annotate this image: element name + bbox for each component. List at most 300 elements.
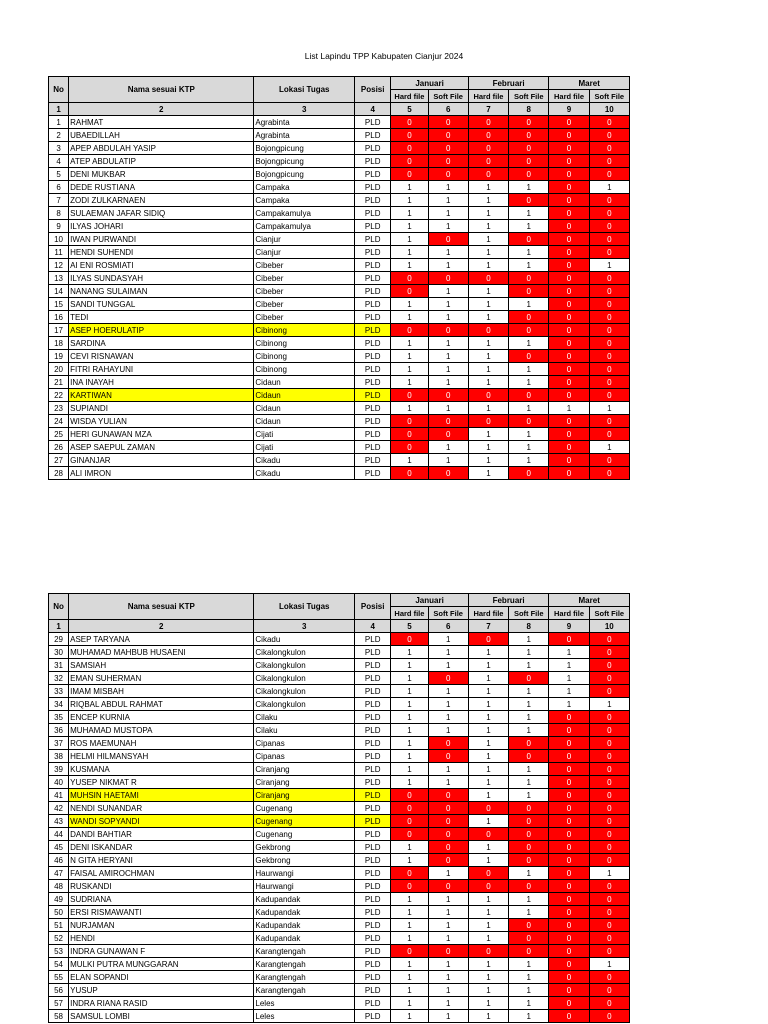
row-number: 51 (49, 919, 69, 932)
feb-soft-file-cell: 0 (509, 324, 549, 337)
jan-soft-file-cell: 1 (428, 350, 468, 363)
mar-soft-file-cell: 0 (589, 984, 629, 997)
mar-soft-file-cell: 0 (589, 997, 629, 1010)
mar-hard-file-cell: 0 (549, 259, 589, 272)
feb-soft-file-cell: 0 (509, 854, 549, 867)
jan-hard-file-cell: 0 (391, 441, 428, 454)
location: Campaka (254, 181, 355, 194)
table-row (49, 958, 630, 971)
feb-soft-file-cell: 1 (509, 441, 549, 454)
location: Cibinong (254, 324, 355, 337)
feb-soft-file-cell: 0 (509, 841, 549, 854)
person-name: IMAM MISBAH (69, 685, 254, 698)
feb-soft-file-cell: 0 (509, 672, 549, 685)
feb-soft-file-cell: 0 (509, 129, 549, 142)
feb-soft-file-cell: 0 (509, 233, 549, 246)
position: PLD (355, 467, 391, 480)
jan-hard-file-cell: 1 (391, 337, 428, 350)
position: PLD (355, 168, 391, 181)
location: Gekbrong (254, 841, 355, 854)
header-hard-file: Hard file (468, 607, 508, 620)
feb-hard-file-cell: 0 (468, 389, 508, 402)
mar-soft-file-cell: 0 (589, 789, 629, 802)
location: Bojongpicung (254, 168, 355, 181)
person-name: ROS MAEMUNAH (69, 737, 254, 750)
jan-hard-file-cell: 0 (391, 815, 428, 828)
jan-soft-file-cell: 1 (428, 646, 468, 659)
feb-soft-file-cell: 1 (509, 776, 549, 789)
mar-soft-file-cell: 0 (589, 142, 629, 155)
mar-soft-file-cell: 0 (589, 711, 629, 724)
jan-soft-file-cell: 0 (428, 854, 468, 867)
feb-soft-file-cell: 0 (509, 919, 549, 932)
position: PLD (355, 984, 391, 997)
mar-hard-file-cell: 0 (549, 220, 589, 233)
feb-soft-file-cell: 0 (509, 415, 549, 428)
table-row (49, 698, 630, 711)
location: Cikadu (254, 633, 355, 646)
mar-soft-file-cell: 0 (589, 467, 629, 480)
row-number: 40 (49, 776, 69, 789)
feb-hard-file-cell: 1 (468, 919, 508, 932)
header-soft-file: Soft File (428, 90, 468, 103)
column-index: 3 (254, 620, 355, 633)
table-row (49, 415, 630, 428)
table-row (49, 919, 630, 932)
row-number: 25 (49, 428, 69, 441)
position: PLD (355, 685, 391, 698)
location: Ciranjang (254, 776, 355, 789)
mar-hard-file-cell: 0 (549, 428, 589, 441)
feb-soft-file-cell: 1 (509, 685, 549, 698)
column-index: 6 (428, 103, 468, 116)
person-name: ASEP TARYANA (69, 633, 254, 646)
position: PLD (355, 389, 391, 402)
location: Bojongpicung (254, 155, 355, 168)
person-name: ILYAS JOHARI (69, 220, 254, 233)
feb-hard-file-cell: 1 (468, 841, 508, 854)
person-name: WANDI SOPYANDI (69, 815, 254, 828)
jan-hard-file-cell: 1 (391, 376, 428, 389)
position: PLD (355, 441, 391, 454)
feb-hard-file-cell: 1 (468, 194, 508, 207)
feb-hard-file-cell: 0 (468, 633, 508, 646)
column-index: 3 (254, 103, 355, 116)
location: Bojongpicung (254, 142, 355, 155)
jan-soft-file-cell: 1 (428, 246, 468, 259)
mar-soft-file-cell: 0 (589, 389, 629, 402)
feb-soft-file-cell: 1 (509, 971, 549, 984)
jan-soft-file-cell: 1 (428, 659, 468, 672)
position: PLD (355, 633, 391, 646)
feb-soft-file-cell: 1 (509, 337, 549, 350)
jan-soft-file-cell: 1 (428, 285, 468, 298)
feb-hard-file-cell: 1 (468, 285, 508, 298)
row-number: 14 (49, 285, 69, 298)
feb-hard-file-cell: 1 (468, 789, 508, 802)
position: PLD (355, 311, 391, 324)
mar-hard-file-cell: 0 (549, 233, 589, 246)
person-name: ASEP HOERULATIP (69, 324, 254, 337)
location: Ciranjang (254, 763, 355, 776)
mar-hard-file-cell: 1 (549, 646, 589, 659)
row-number: 50 (49, 906, 69, 919)
jan-soft-file-cell: 1 (428, 984, 468, 997)
position: PLD (355, 737, 391, 750)
person-name: DENI MUKBAR (69, 168, 254, 181)
person-name: INDRA RIANA RASID (69, 997, 254, 1010)
jan-soft-file-cell: 1 (428, 441, 468, 454)
mar-hard-file-cell: 0 (549, 285, 589, 298)
jan-soft-file-cell: 1 (428, 220, 468, 233)
row-number: 3 (49, 142, 69, 155)
jan-hard-file-cell: 1 (391, 750, 428, 763)
mar-soft-file-cell: 0 (589, 168, 629, 181)
location: Kadupandak (254, 893, 355, 906)
row-number: 11 (49, 246, 69, 259)
jan-soft-file-cell: 1 (428, 633, 468, 646)
person-name: IWAN PURWANDI (69, 233, 254, 246)
row-number: 33 (49, 685, 69, 698)
position: PLD (355, 363, 391, 376)
location: Karangtengah (254, 984, 355, 997)
location: Cikalongkulon (254, 698, 355, 711)
feb-hard-file-cell: 0 (468, 168, 508, 181)
mar-soft-file-cell: 0 (589, 155, 629, 168)
feb-hard-file-cell: 0 (468, 129, 508, 142)
location: Karangtengah (254, 971, 355, 984)
feb-hard-file-cell: 0 (468, 116, 508, 129)
position: PLD (355, 672, 391, 685)
table-row (49, 181, 630, 194)
table-row (49, 272, 630, 285)
row-number: 45 (49, 841, 69, 854)
column-index: 4 (355, 620, 391, 633)
mar-soft-file-cell: 0 (589, 337, 629, 350)
mar-hard-file-cell: 0 (549, 763, 589, 776)
jan-hard-file-cell: 0 (391, 802, 428, 815)
mar-soft-file-cell: 1 (589, 958, 629, 971)
row-number: 41 (49, 789, 69, 802)
row-number: 54 (49, 958, 69, 971)
mar-hard-file-cell: 0 (549, 737, 589, 750)
header-nama: Nama sesuai KTP (69, 594, 254, 620)
column-index: 8 (509, 103, 549, 116)
mar-hard-file-cell: 0 (549, 802, 589, 815)
location: Cipanas (254, 737, 355, 750)
mar-hard-file-cell: 0 (549, 155, 589, 168)
row-number: 27 (49, 454, 69, 467)
mar-soft-file-cell: 0 (589, 763, 629, 776)
person-name: SUPIANDI (69, 402, 254, 415)
location: Gekbrong (254, 854, 355, 867)
position: PLD (355, 724, 391, 737)
person-name: ELAN SOPANDI (69, 971, 254, 984)
header-month-februari: Februari (468, 594, 549, 607)
feb-soft-file-cell: 1 (509, 428, 549, 441)
person-name: ASEP SAEPUL ZAMAN (69, 441, 254, 454)
jan-hard-file-cell: 0 (391, 789, 428, 802)
mar-soft-file-cell: 1 (589, 441, 629, 454)
jan-hard-file-cell: 0 (391, 880, 428, 893)
feb-hard-file-cell: 1 (468, 467, 508, 480)
feb-hard-file-cell: 0 (468, 945, 508, 958)
row-number: 39 (49, 763, 69, 776)
mar-soft-file-cell: 1 (589, 402, 629, 415)
mar-hard-file-cell: 0 (549, 415, 589, 428)
header-no: No (49, 594, 69, 620)
feb-soft-file-cell: 1 (509, 246, 549, 259)
mar-soft-file-cell: 0 (589, 454, 629, 467)
table-row (49, 802, 630, 815)
person-name: DANDI BAHTIAR (69, 828, 254, 841)
mar-soft-file-cell: 1 (589, 867, 629, 880)
feb-hard-file-cell: 1 (468, 376, 508, 389)
jan-hard-file-cell: 1 (391, 776, 428, 789)
table-body (49, 116, 630, 480)
position: PLD (355, 298, 391, 311)
row-number: 20 (49, 363, 69, 376)
person-name: CEVI RISNAWAN (69, 350, 254, 363)
jan-hard-file-cell: 1 (391, 711, 428, 724)
jan-soft-file-cell: 1 (428, 997, 468, 1010)
feb-hard-file-cell: 1 (468, 893, 508, 906)
position: PLD (355, 646, 391, 659)
location: Cikalongkulon (254, 646, 355, 659)
jan-soft-file-cell: 0 (428, 841, 468, 854)
person-name: KUSMANA (69, 763, 254, 776)
feb-soft-file-cell: 1 (509, 659, 549, 672)
jan-soft-file-cell: 1 (428, 454, 468, 467)
header-hard-file: Hard file (391, 90, 428, 103)
feb-soft-file-cell: 0 (509, 311, 549, 324)
position: PLD (355, 997, 391, 1010)
jan-hard-file-cell: 1 (391, 298, 428, 311)
mar-hard-file-cell: 0 (549, 841, 589, 854)
position: PLD (355, 828, 391, 841)
jan-hard-file-cell: 1 (391, 454, 428, 467)
jan-soft-file-cell: 1 (428, 867, 468, 880)
column-index: 7 (468, 620, 508, 633)
jan-hard-file-cell: 1 (391, 207, 428, 220)
table-row (49, 971, 630, 984)
location: Ciranjang (254, 789, 355, 802)
mar-soft-file-cell: 0 (589, 350, 629, 363)
row-number: 6 (49, 181, 69, 194)
feb-hard-file-cell: 1 (468, 971, 508, 984)
mar-soft-file-cell: 0 (589, 971, 629, 984)
mar-soft-file-cell: 0 (589, 854, 629, 867)
jan-hard-file-cell: 1 (391, 685, 428, 698)
mar-hard-file-cell: 0 (549, 181, 589, 194)
person-name: FAISAL AMIROCHMAN (69, 867, 254, 880)
table-row (49, 467, 630, 480)
mar-hard-file-cell: 0 (549, 454, 589, 467)
table-row (49, 428, 630, 441)
mar-hard-file-cell: 0 (549, 142, 589, 155)
table-row (49, 828, 630, 841)
feb-soft-file-cell: 1 (509, 724, 549, 737)
jan-soft-file-cell: 1 (428, 711, 468, 724)
mar-hard-file-cell: 0 (549, 724, 589, 737)
table-row (49, 750, 630, 763)
jan-hard-file-cell: 0 (391, 129, 428, 142)
location: Campakamulya (254, 220, 355, 233)
jan-soft-file-cell: 1 (428, 958, 468, 971)
feb-soft-file-cell: 0 (509, 932, 549, 945)
mar-hard-file-cell: 0 (549, 945, 589, 958)
person-name: ATEP ABDULATIP (69, 155, 254, 168)
position: PLD (355, 893, 391, 906)
header-nama: Nama sesuai KTP (69, 77, 254, 103)
feb-soft-file-cell: 1 (509, 363, 549, 376)
position: PLD (355, 285, 391, 298)
header-hard-file: Hard file (468, 90, 508, 103)
row-number: 36 (49, 724, 69, 737)
mar-hard-file-cell: 0 (549, 207, 589, 220)
row-number: 17 (49, 324, 69, 337)
mar-soft-file-cell: 0 (589, 633, 629, 646)
feb-soft-file-cell: 1 (509, 207, 549, 220)
location: Cijati (254, 428, 355, 441)
feb-hard-file-cell: 1 (468, 454, 508, 467)
table-row (49, 633, 630, 646)
table-row (49, 932, 630, 945)
jan-soft-file-cell: 0 (428, 116, 468, 129)
table-row (49, 789, 630, 802)
jan-soft-file-cell: 0 (428, 129, 468, 142)
person-name: SANDI TUNGGAL (69, 298, 254, 311)
jan-hard-file-cell: 1 (391, 194, 428, 207)
jan-hard-file-cell: 0 (391, 867, 428, 880)
person-name: RIQBAL ABDUL RAHMAT (69, 698, 254, 711)
feb-hard-file-cell: 1 (468, 763, 508, 776)
feb-soft-file-cell: 0 (509, 285, 549, 298)
jan-hard-file-cell: 1 (391, 997, 428, 1010)
jan-soft-file-cell: 0 (428, 415, 468, 428)
feb-soft-file-cell: 0 (509, 828, 549, 841)
jan-soft-file-cell: 1 (428, 971, 468, 984)
feb-hard-file-cell: 1 (468, 750, 508, 763)
person-name: SULAEMAN JAFAR SIDIQ (69, 207, 254, 220)
mar-hard-file-cell: 0 (549, 272, 589, 285)
jan-hard-file-cell: 1 (391, 246, 428, 259)
table-row (49, 207, 630, 220)
location: Cikadu (254, 467, 355, 480)
person-name: MUHAMAD MAHBUB HUSAENI (69, 646, 254, 659)
row-number: 21 (49, 376, 69, 389)
mar-hard-file-cell: 0 (549, 919, 589, 932)
position: PLD (355, 415, 391, 428)
jan-soft-file-cell: 1 (428, 776, 468, 789)
location: Cibeber (254, 285, 355, 298)
jan-hard-file-cell: 1 (391, 233, 428, 246)
table-row (49, 220, 630, 233)
table-row (49, 337, 630, 350)
row-number: 46 (49, 854, 69, 867)
location: Cilaku (254, 724, 355, 737)
table-row (49, 363, 630, 376)
mar-hard-file-cell: 0 (549, 116, 589, 129)
person-name: YUSEP NIKMAT R (69, 776, 254, 789)
feb-soft-file-cell: 1 (509, 454, 549, 467)
mar-soft-file-cell: 0 (589, 428, 629, 441)
row-number: 22 (49, 389, 69, 402)
jan-soft-file-cell: 0 (428, 880, 468, 893)
person-name: SAMSIAH (69, 659, 254, 672)
mar-soft-file-cell: 0 (589, 233, 629, 246)
table-row (49, 672, 630, 685)
mar-soft-file-cell: 0 (589, 919, 629, 932)
mar-hard-file-cell: 0 (549, 350, 589, 363)
mar-soft-file-cell: 1 (589, 181, 629, 194)
mar-hard-file-cell: 0 (549, 711, 589, 724)
jan-soft-file-cell: 1 (428, 376, 468, 389)
jan-soft-file-cell: 1 (428, 207, 468, 220)
row-number: 55 (49, 971, 69, 984)
position: PLD (355, 711, 391, 724)
jan-hard-file-cell: 0 (391, 285, 428, 298)
row-number: 30 (49, 646, 69, 659)
row-number: 34 (49, 698, 69, 711)
header-soft-file: Soft File (589, 90, 629, 103)
feb-soft-file-cell: 1 (509, 402, 549, 415)
feb-soft-file-cell: 1 (509, 984, 549, 997)
feb-hard-file-cell: 1 (468, 259, 508, 272)
mar-soft-file-cell: 0 (589, 272, 629, 285)
mar-hard-file-cell: 0 (549, 815, 589, 828)
row-number: 53 (49, 945, 69, 958)
mar-soft-file-cell: 0 (589, 945, 629, 958)
column-index: 2 (69, 103, 254, 116)
mar-soft-file-cell: 0 (589, 724, 629, 737)
position: PLD (355, 698, 391, 711)
position: PLD (355, 350, 391, 363)
jan-hard-file-cell: 1 (391, 402, 428, 415)
row-number: 44 (49, 828, 69, 841)
column-index: 5 (391, 620, 428, 633)
person-name: YUSUP (69, 984, 254, 997)
row-number: 56 (49, 984, 69, 997)
table-row (49, 841, 630, 854)
jan-soft-file-cell: 1 (428, 298, 468, 311)
jan-soft-file-cell: 1 (428, 763, 468, 776)
feb-soft-file-cell: 0 (509, 168, 549, 181)
person-name: RUSKANDI (69, 880, 254, 893)
header-month-januari: Januari (391, 77, 469, 90)
mar-hard-file-cell: 0 (549, 893, 589, 906)
person-name: MUHSIN HAETAMI (69, 789, 254, 802)
mar-hard-file-cell: 0 (549, 1010, 589, 1023)
person-name: NURJAMAN (69, 919, 254, 932)
feb-soft-file-cell: 0 (509, 272, 549, 285)
location: Cibinong (254, 350, 355, 363)
row-number: 43 (49, 815, 69, 828)
mar-soft-file-cell: 0 (589, 1010, 629, 1023)
mar-hard-file-cell: 0 (549, 363, 589, 376)
feb-hard-file-cell: 1 (468, 181, 508, 194)
row-number: 8 (49, 207, 69, 220)
jan-hard-file-cell: 0 (391, 633, 428, 646)
feb-hard-file-cell: 1 (468, 337, 508, 350)
position: PLD (355, 932, 391, 945)
jan-hard-file-cell: 0 (391, 389, 428, 402)
row-number: 16 (49, 311, 69, 324)
jan-soft-file-cell: 1 (428, 311, 468, 324)
mar-soft-file-cell: 0 (589, 285, 629, 298)
row-number: 1 (49, 116, 69, 129)
jan-hard-file-cell: 0 (391, 155, 428, 168)
